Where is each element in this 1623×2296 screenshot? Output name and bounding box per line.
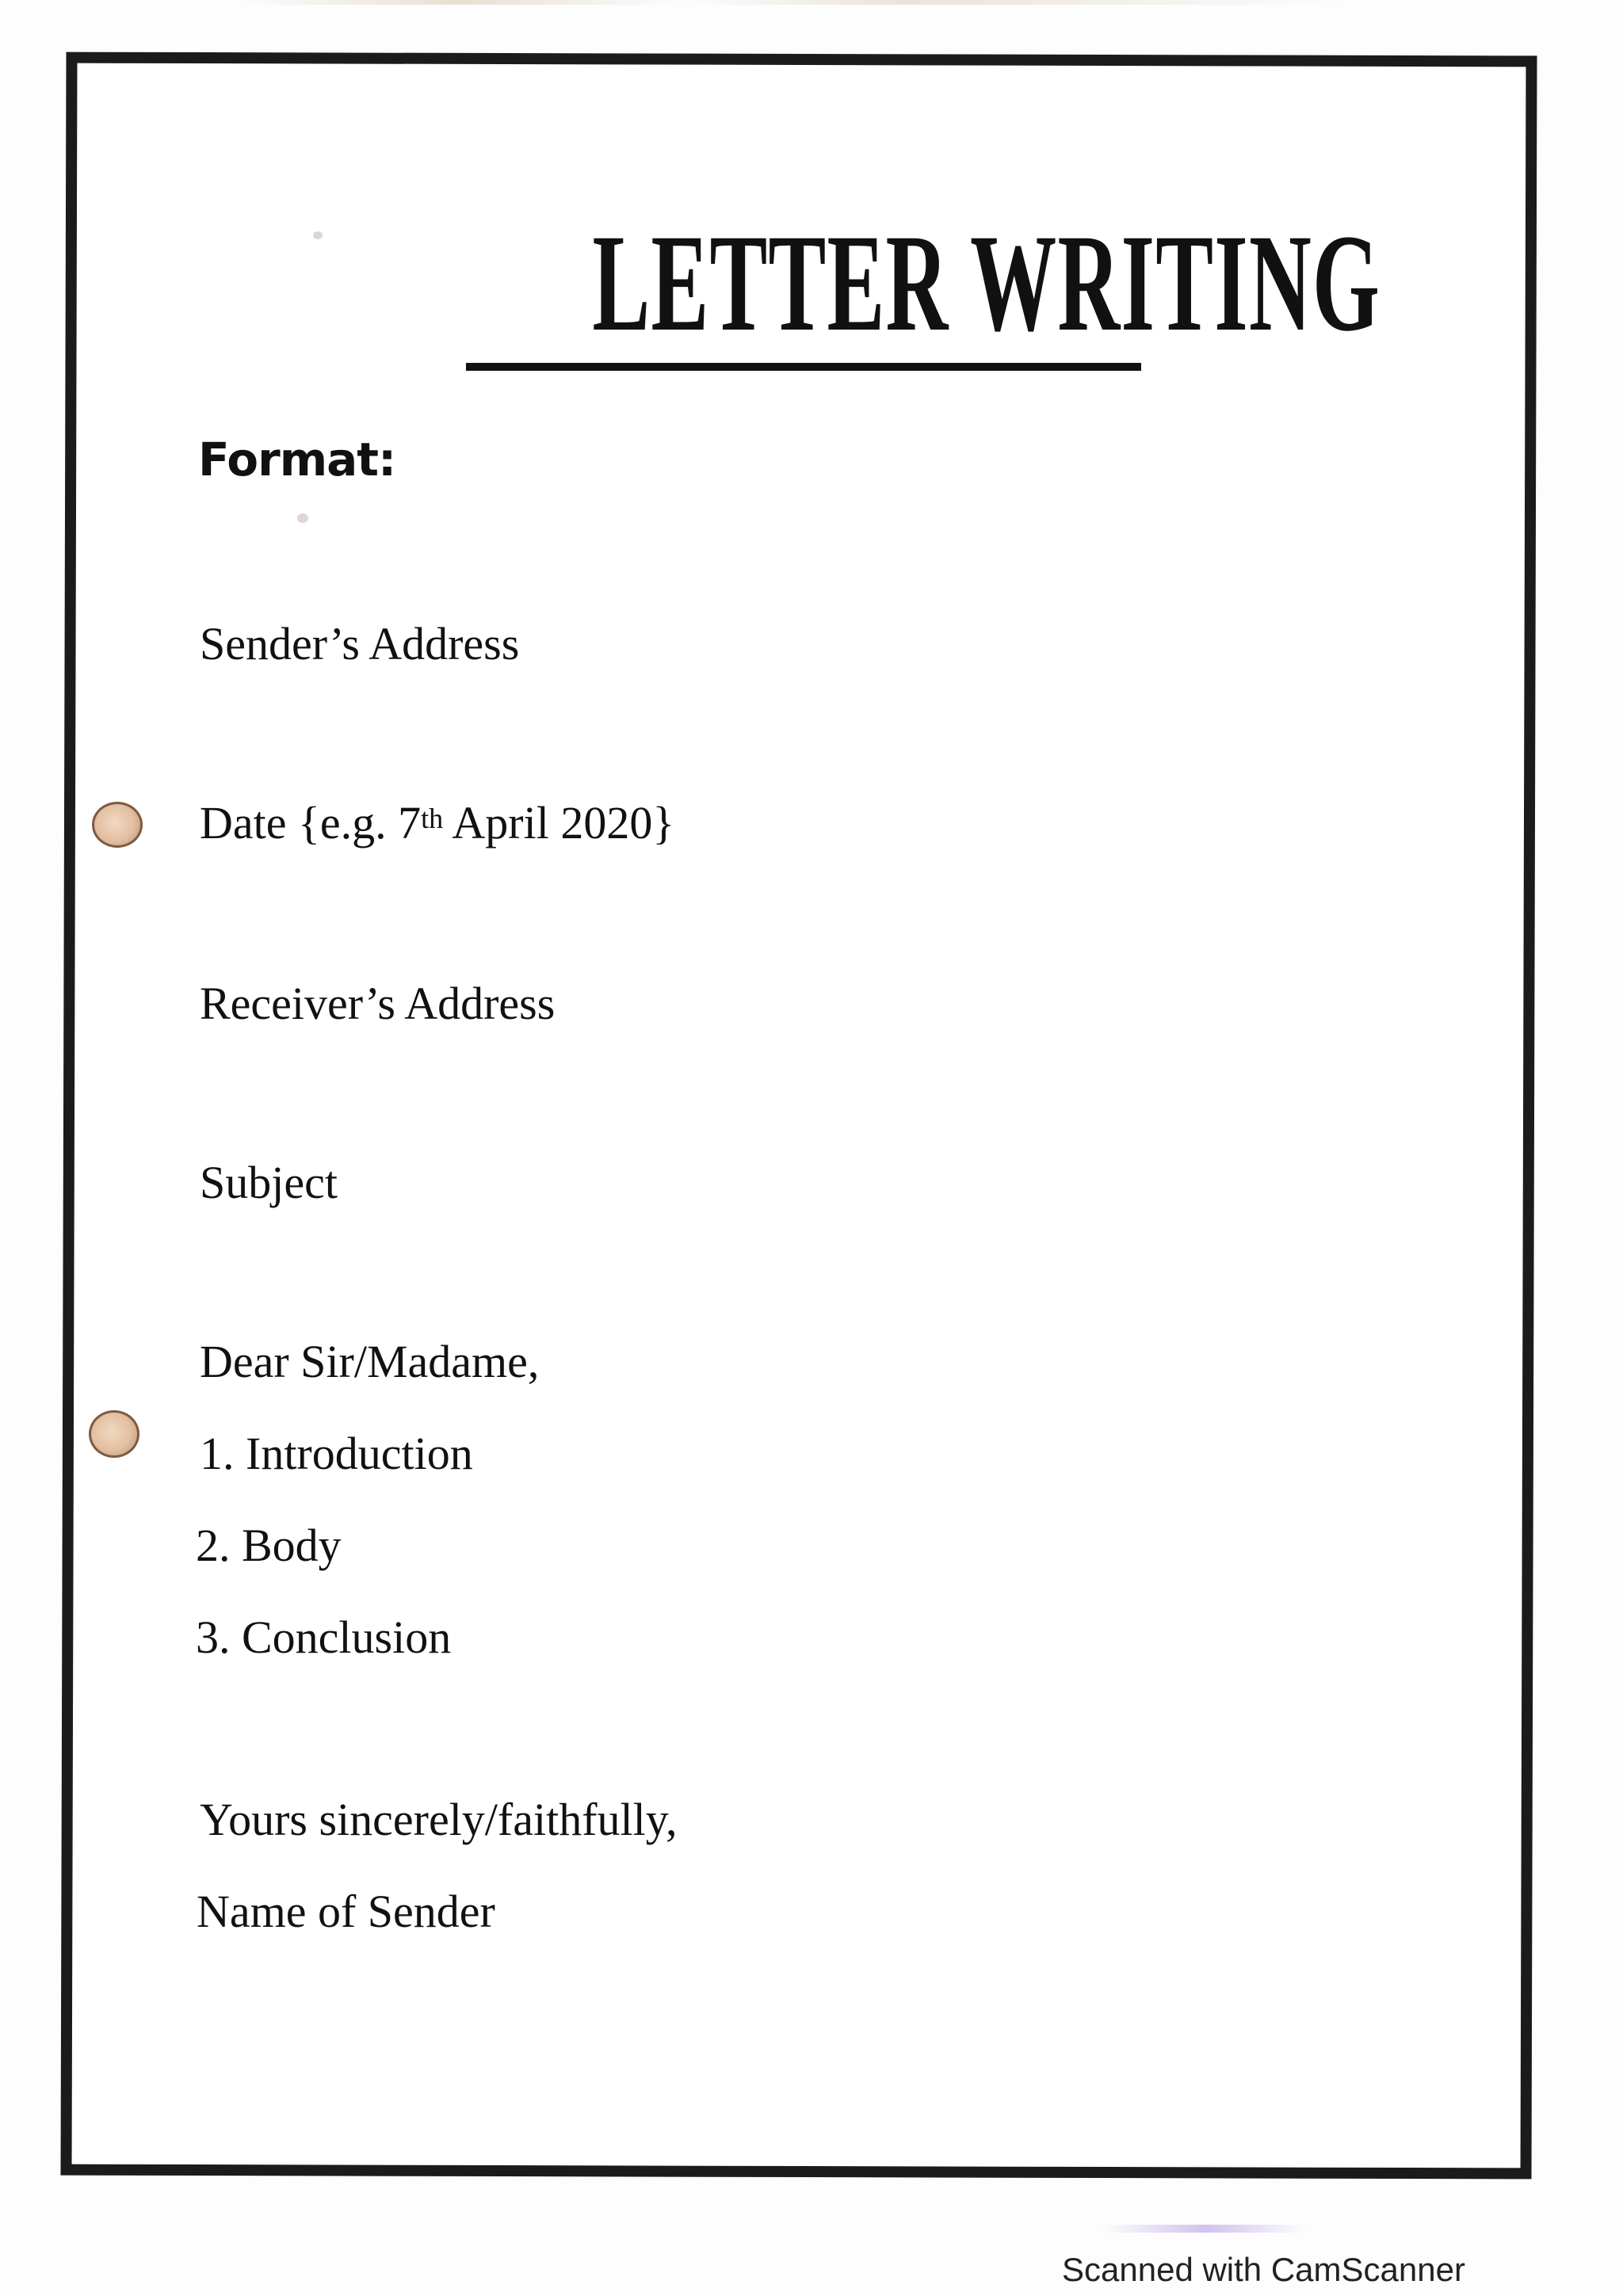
scan-edge-shadow xyxy=(238,0,1347,5)
list-item-conclusion: 3. Conclusion xyxy=(196,1611,452,1663)
list-item-introduction: 1. Introduction xyxy=(200,1428,473,1479)
scan-speck xyxy=(313,231,323,239)
date-line xyxy=(200,795,674,851)
senders-address-line: Sender’s Address xyxy=(200,618,520,669)
date-ordinal-suffix: th xyxy=(421,803,444,834)
closing-line: Yours sincerely/faithfully, xyxy=(200,1794,678,1845)
page-title: LETTER WRITING xyxy=(592,206,1381,360)
scan-speck xyxy=(297,513,308,523)
title-underline xyxy=(466,363,1141,371)
date-prefix: Date {e.g. 7 xyxy=(200,797,422,849)
scanner-watermark: Scanned with CamScanner xyxy=(1062,2251,1465,2288)
list-item-body: 2. Body xyxy=(196,1520,342,1571)
salutation-line: Dear Sir/Madame, xyxy=(200,1336,540,1387)
scanner-watermark-glow xyxy=(1102,2225,1308,2233)
format-label: Format: xyxy=(198,433,396,486)
punch-hole-top xyxy=(92,802,143,848)
punch-hole-bottom xyxy=(89,1410,139,1458)
receivers-address-line: Receiver’s Address xyxy=(200,978,556,1029)
date-suffix: April 2020} xyxy=(443,797,675,849)
page-border-frame xyxy=(60,52,1537,2180)
subject-line: Subject xyxy=(200,1157,338,1208)
sender-name-line: Name of Sender xyxy=(197,1886,495,1937)
